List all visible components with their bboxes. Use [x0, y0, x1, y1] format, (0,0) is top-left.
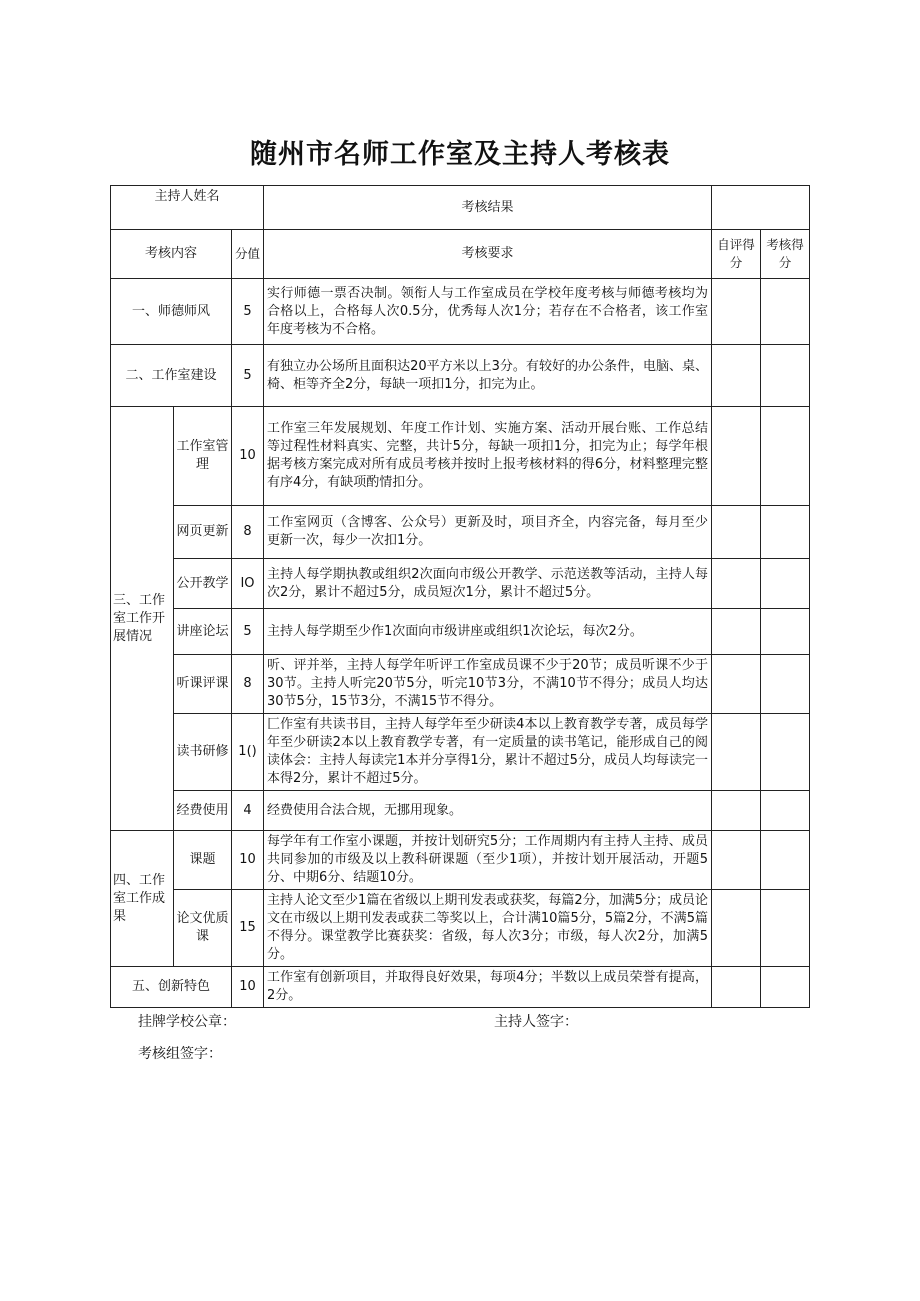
building-score: 5 — [232, 345, 264, 407]
management-requirement: 工作室三年发展规划、年度工作计划、实施方案、活动开展台账、工作总结等过程性材料真实、完整，共计5分，每缺一项扣1分，扣完为止；每学年根据考核方案完成对所有成员考核并按时上报考核材料的得6分，材料整理完整有序4分，有缺项酌情扣分。 — [264, 407, 712, 506]
building-review-score[interactable] — [761, 345, 810, 407]
management-review-score[interactable] — [761, 407, 810, 506]
row-innovation — [111, 967, 810, 1008]
team-sign-label: 考核组签字： — [138, 1046, 222, 1062]
host-name-value[interactable] — [712, 186, 810, 230]
research-requirement: 每学年有工作室小课题，并按计划研究5分；工作周期内有主持人主持、成员共同参加的市级及以上教科研课题（至少1项），并按计划开展活动，开题5分、中期6分、结题10分。 — [264, 831, 712, 890]
work-group-label: 三、工作室工作开展情况 — [111, 407, 174, 831]
webpage-score: 8 — [232, 506, 264, 559]
row-management — [111, 407, 810, 506]
school-seal-label: 挂牌学校公章： — [138, 1014, 236, 1030]
papers-label: 论文优质课 — [174, 890, 232, 967]
public-teaching-review-score[interactable] — [761, 559, 810, 609]
innovation-requirement: 工作室有创新项目，并取得良好效果，每项4分；半数以上成员荣誉有提高，2分。 — [264, 967, 712, 1008]
funding-label: 经费使用 — [174, 791, 232, 831]
evaluation-requirement: 听、评并举，主持人每学年听评工作室成员课不少于20节；成员听课不少于30节。主持人听完20节5分，听完10节3分，不满10节不得分；成员人均达30节5分，15节3分，不满15节不得分。 — [264, 655, 712, 714]
row-reading — [111, 714, 810, 791]
header-row-name — [111, 186, 810, 230]
webpage-label: 网页更新 — [174, 506, 232, 559]
research-self-score[interactable] — [712, 831, 761, 890]
header-row-columns — [111, 230, 810, 279]
row-building — [111, 345, 810, 407]
row-funding — [111, 791, 810, 831]
lecture-self-score[interactable] — [712, 609, 761, 655]
management-label: 工作室管理 — [174, 407, 232, 506]
evaluation-review-score[interactable] — [761, 655, 810, 714]
webpage-review-score[interactable] — [761, 506, 810, 559]
papers-self-score[interactable] — [712, 890, 761, 967]
innovation-score: 10 — [232, 967, 264, 1008]
ethics-requirement: 实行师德一票否决制。领衔人与工作室成员在学校年度考核与师德考核均为合格以上，合格每人次0.5分，优秀每人次1分；若存在不合格者，该工作室年度考核为不合格。 — [264, 279, 712, 345]
papers-requirement: 主持人论文至少1篇在省级以上期刊发表或获奖，每篇2分，加满5分；成员论文在市级以上期刊发表或获二等奖以上，合计满10篇5分，5篇2分，不满5篇不得分。课堂教学比赛获奖：省级，每人次3分；市级，每人次2分，加满5分。 — [264, 890, 712, 967]
funding-requirement: 经费使用合法合规，无挪用现象。 — [264, 791, 712, 831]
innovation-label: 五、创新特色 — [111, 967, 232, 1008]
webpage-requirement: 工作室网页（含博客、公众号）更新及时，项目齐全，内容完备，每月至少更新一次，每少一次扣1分。 — [264, 506, 712, 559]
evaluation-self-score[interactable] — [712, 655, 761, 714]
funding-self-score[interactable] — [712, 791, 761, 831]
page-title: 随州市名师工作室及主持人考核表 — [250, 139, 670, 170]
host-name-label: 主持人姓名 — [111, 186, 264, 230]
building-label: 二、工作室建设 — [111, 345, 232, 407]
lecture-requirement: 主持人每学期至少作1次面向市级讲座或组织1次论坛，每次2分。 — [264, 609, 712, 655]
reading-review-score[interactable] — [761, 714, 810, 791]
row-evaluation — [111, 655, 810, 714]
reading-requirement: 匚作室有共读书目，主持人每学年至少研读4本以上教育教学专著，成员每学年至少研读2本以上教育教学专著，有一定质量的读书笔记，能形成自己的阅读体会：主持人每读完1本并分享得1分，累计不超过5分，成员人均每读完一本得2分，累计不超过5分。 — [264, 714, 712, 791]
research-review-score[interactable] — [761, 831, 810, 890]
public-teaching-requirement: 主持人每学期执教或组织2次面向市级公开教学、示范送教等活动，主持人每次2分，累计不超过5分，成员短次1分，累计不超过5分。 — [264, 559, 712, 609]
row-ethics — [111, 279, 810, 345]
row-papers — [111, 890, 810, 967]
row-research — [111, 831, 810, 890]
lecture-review-score[interactable] — [761, 609, 810, 655]
ethics-review-score[interactable] — [761, 279, 810, 345]
evaluation-label: 听课评课 — [174, 655, 232, 714]
research-score: 10 — [232, 831, 264, 890]
ethics-self-score[interactable] — [712, 279, 761, 345]
innovation-self-score[interactable] — [712, 967, 761, 1008]
results-group-label: 四、工作室工作成果 — [111, 831, 174, 967]
reading-label: 读书研修 — [174, 714, 232, 791]
self-score-label: 自评得分 — [712, 230, 761, 279]
ethics-label: 一、师德师风 — [111, 279, 232, 345]
row-lecture — [111, 609, 810, 655]
management-self-score[interactable] — [712, 407, 761, 506]
review-score-label: 考核得分 — [761, 230, 810, 279]
ethics-score: 5 — [232, 279, 264, 345]
reading-score: 1() — [232, 714, 264, 791]
reading-self-score[interactable] — [712, 714, 761, 791]
building-self-score[interactable] — [712, 345, 761, 407]
public-teaching-self-score[interactable] — [712, 559, 761, 609]
funding-review-score[interactable] — [761, 791, 810, 831]
row-public-teaching — [111, 559, 810, 609]
public-teaching-label: 公开教学 — [174, 559, 232, 609]
public-teaching-score: IO — [232, 559, 264, 609]
content-label: 考核内容 — [111, 230, 232, 279]
requirement-label: 考核要求 — [264, 230, 712, 279]
assessment-table — [110, 185, 810, 1008]
lecture-score: 5 — [232, 609, 264, 655]
innovation-review-score[interactable] — [761, 967, 810, 1008]
funding-score: 4 — [232, 791, 264, 831]
evaluation-score: 8 — [232, 655, 264, 714]
webpage-self-score[interactable] — [712, 506, 761, 559]
papers-review-score[interactable] — [761, 890, 810, 967]
management-score: 10 — [232, 407, 264, 506]
research-label: 课题 — [174, 831, 232, 890]
papers-score: 15 — [232, 890, 264, 967]
lecture-label: 讲座论坛 — [174, 609, 232, 655]
score-label: 分值 — [232, 230, 264, 279]
building-requirement: 有独立办公场所且面积达20平方米以上3分。有较好的办公条件，电脑、桌、椅、柜等齐全2分，每缺一项扣1分，扣完为止。 — [264, 345, 712, 407]
result-label: 考核结果 — [264, 186, 712, 230]
row-webpage — [111, 506, 810, 559]
host-sign-label: 主持人签字： — [494, 1014, 578, 1030]
